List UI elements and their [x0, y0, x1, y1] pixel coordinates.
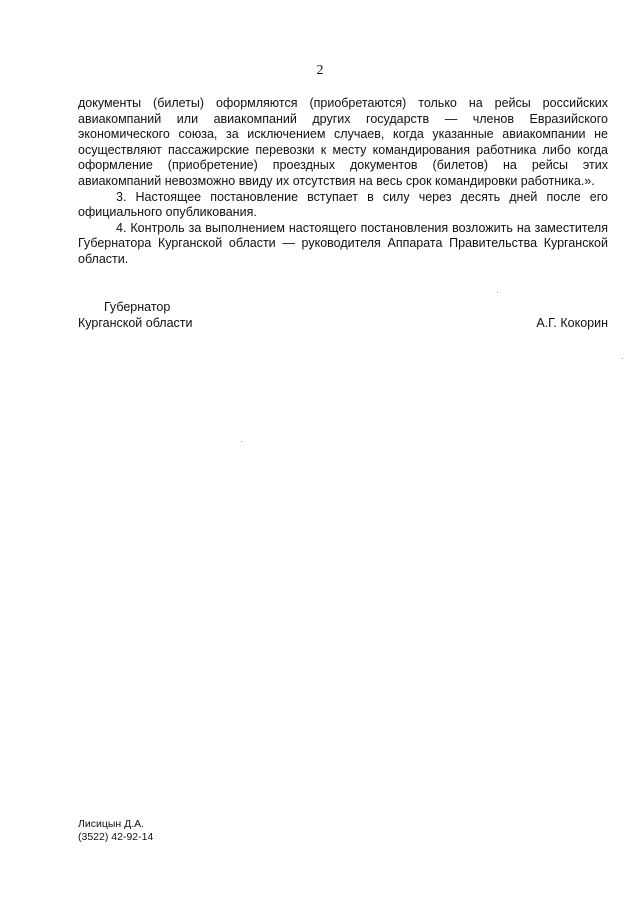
executor-name: Лисицын Д.А.	[78, 818, 145, 830]
signatory-name: А.Г. Кокорин	[536, 316, 608, 330]
executor-phone: (3522) 42-92-14	[78, 831, 154, 843]
document-body	[78, 96, 608, 268]
scan-speck	[497, 292, 498, 293]
page-number: 2	[316, 63, 324, 78]
executor-block	[78, 818, 153, 844]
scan-speck	[622, 358, 623, 359]
signatory-title	[78, 300, 193, 331]
signatory-title-line-2: Курганской области	[78, 315, 193, 330]
paragraph-item-3: 3. Настоящее постановление вступает в силу через десять дней после его официального опубликования.	[78, 189, 608, 220]
paragraph-continuation: документы (билеты) оформляются (приобретаются) только на рейсы российских авиакомпаний или авиакомпаний других государств — членов Евразийского экономического союза, за исключением случаев, когда указанные авиакомпании не осуществляют пассажирские перевозки к месту командирования работника либо когда оформление (приобретение) проездных документов (билетов) на рейсы этих авиакомпаний невозможно ввиду их отсутствия на весь срок командировки работника.».	[78, 96, 608, 188]
signatory-title-line-1: Губернатор	[104, 300, 171, 314]
paragraph-item-4: 4. Контроль за выполнением настоящего постановления возложить на заместителя Губернатора Курганской области — руководителя Аппарата Правительства Курганской области.	[78, 220, 608, 266]
scan-speck	[241, 441, 242, 442]
